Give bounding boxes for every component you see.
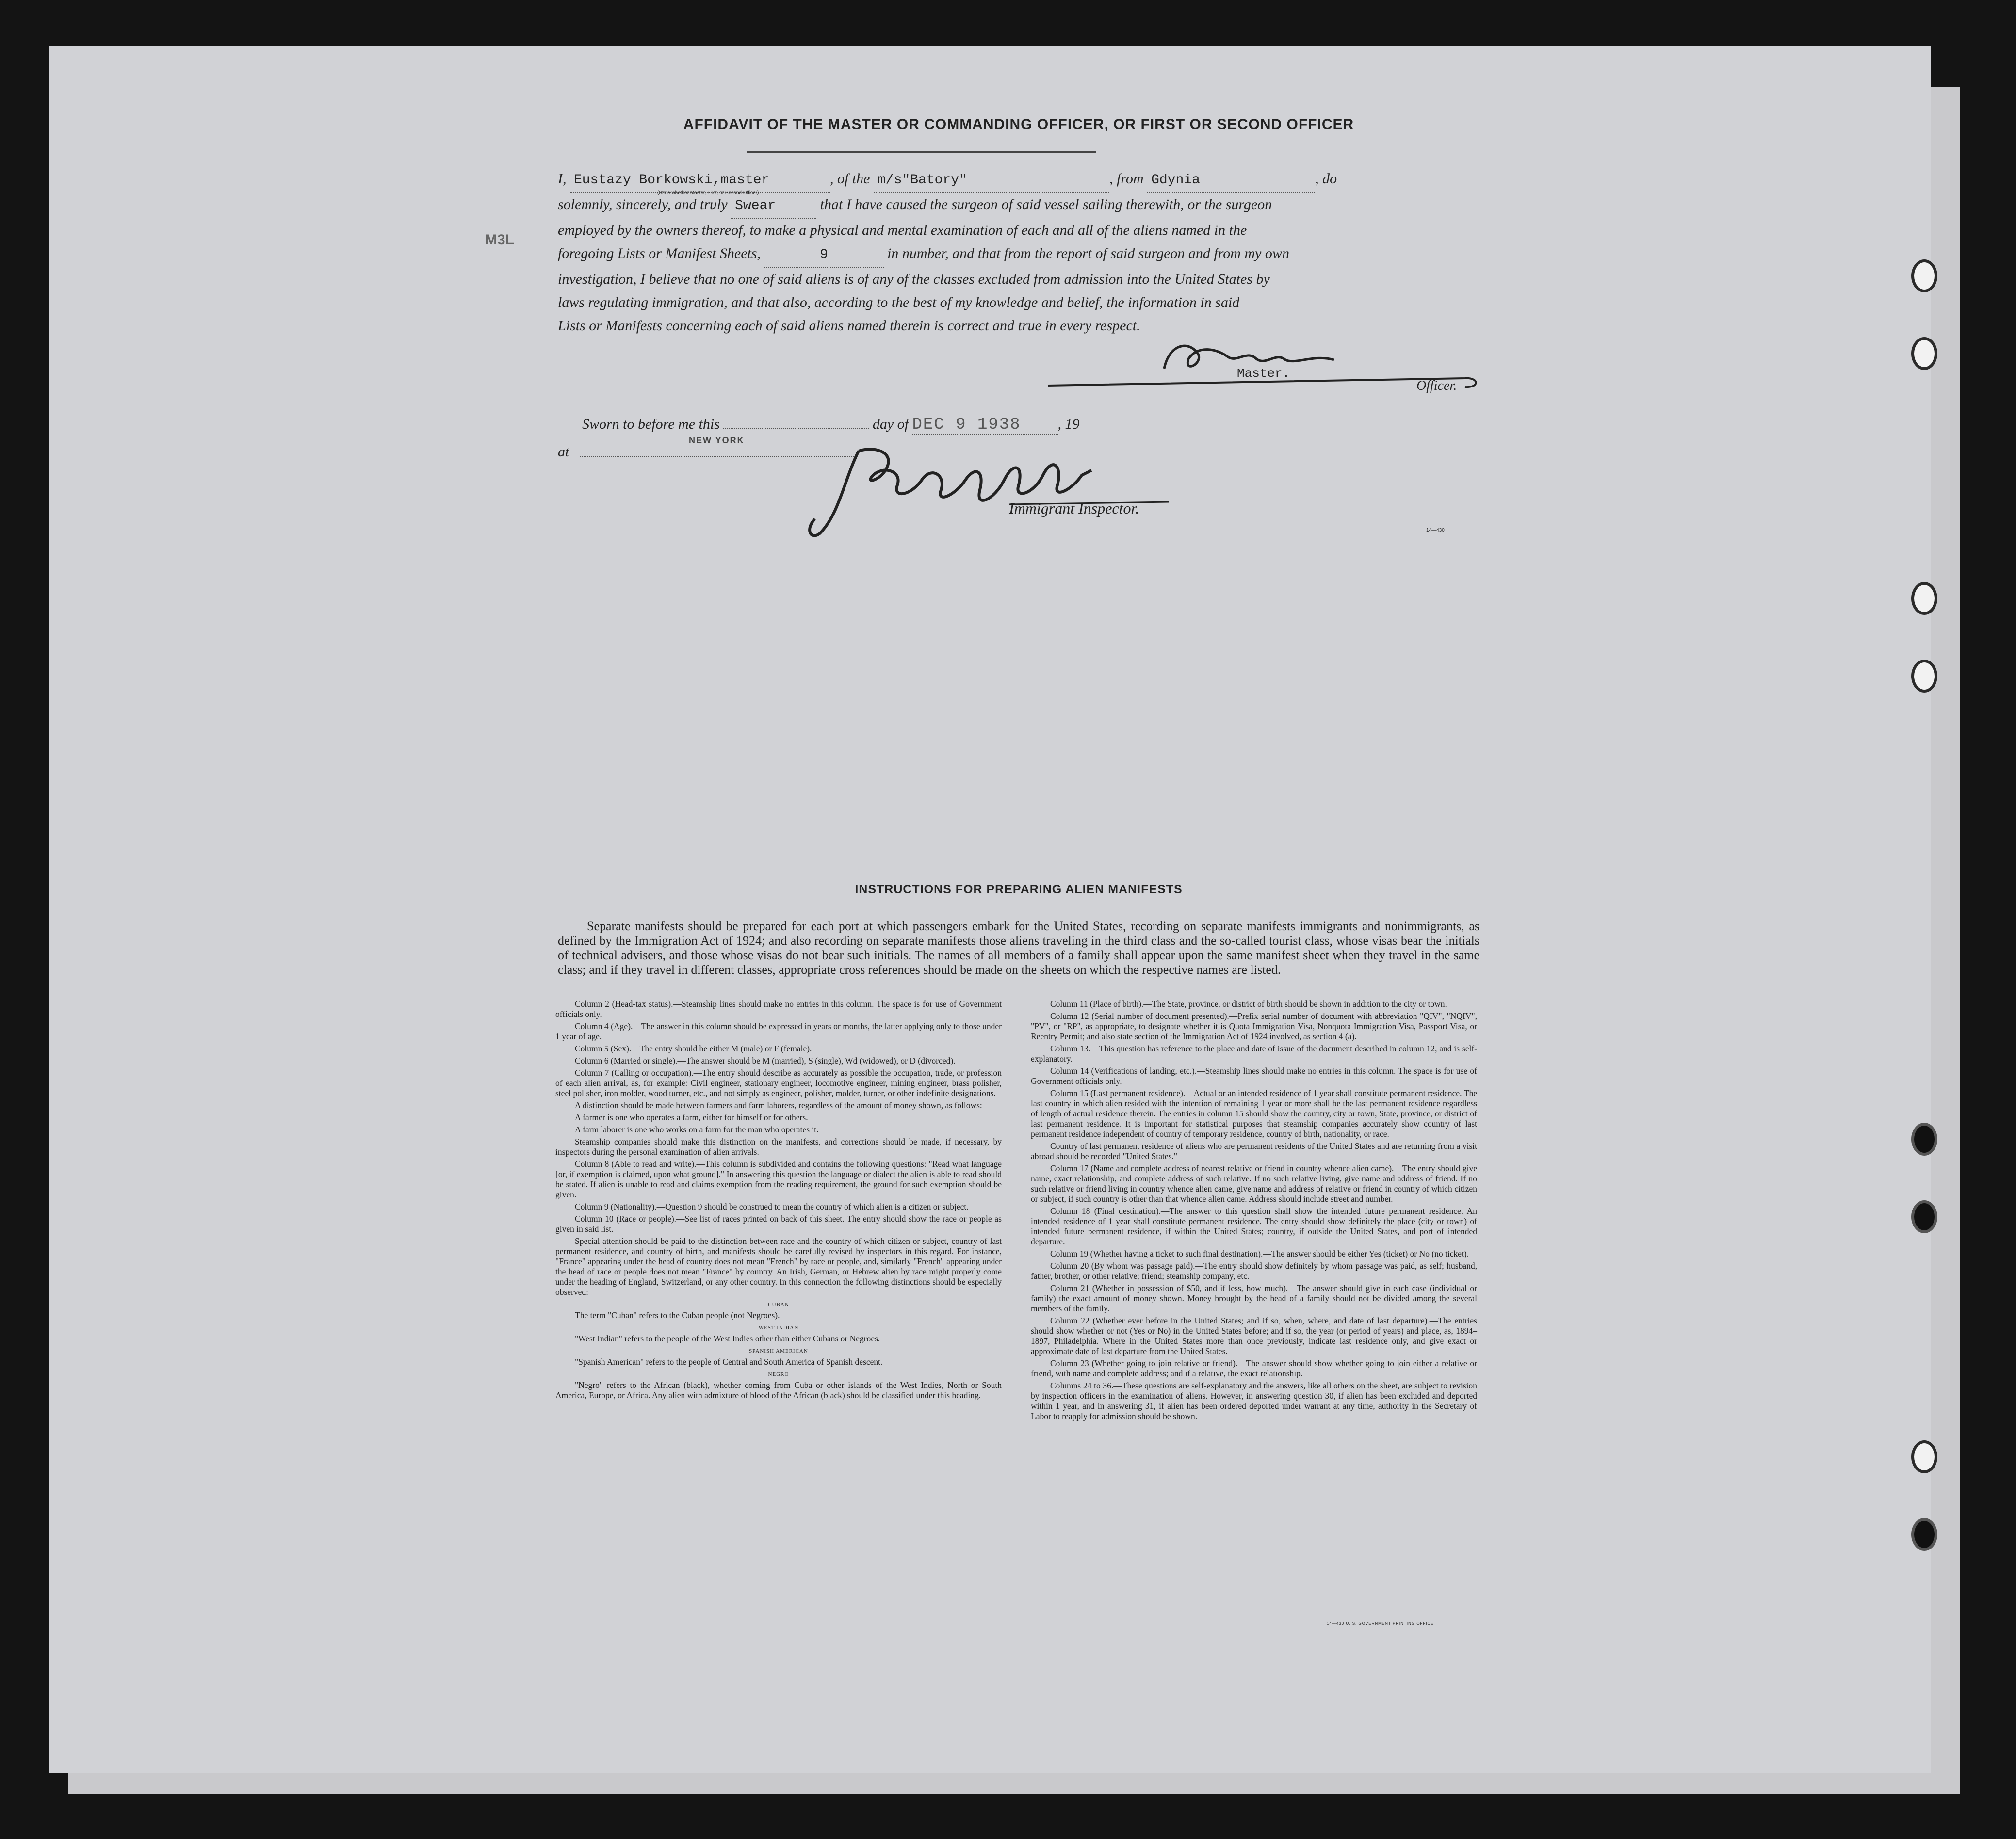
binder-hole: [1911, 1440, 1937, 1473]
master-title: Master.: [1237, 366, 1290, 381]
sheet-count: 9: [764, 243, 884, 268]
paragraph: Special attention should be paid to the distinction between race and the country of which citizen or subject, country of last permanent residence, and country of birth, and manifests should be carefully revised by inspectors in this regard. For instance, "France" appearing under the head of country does not mean "French" by race or people, and, similarly "French" appearing under the head of race or people does not mean "France" by country. An Irish, German, or Hebrew alien by race might properly come under the heading of England, Switzerland, or any other country. In this connection the following distinctions should be especially observed:: [555, 1236, 1002, 1297]
officer-label: Officer.: [1416, 378, 1457, 393]
paragraph: Column 23 (Whether going to join relative or friend).—The answer should show whether going to join either a relative or friend, with name and complete address; and if a relative, the exact relationship.: [1031, 1358, 1477, 1378]
paragraph: A farm laborer is one who works on a farm for the man who operates it.: [575, 1125, 819, 1134]
title-rule: [747, 151, 1096, 153]
instructions-left-column: [555, 999, 1002, 1403]
binder-hole: [1911, 1518, 1937, 1551]
paragraph: Columns 24 to 36.—These questions are self-explanatory and the answers, like all others on the sheet, are subject to revision by inspection officers in the examination of aliens. However, in answering question 30, if alien has been excluded and deported within 1 year, and in answering 31, if alien has been ordered deported under warrant at any time, authority in the Secretary of Labor to reapply for admission should be shown.: [1031, 1381, 1477, 1421]
section-heading: CUBAN: [768, 1302, 789, 1307]
affidavit-title: AFFIDAVIT OF THE MASTER OR COMMANDING OFFICER, OR FIRST OR SECOND OFFICER: [683, 116, 1354, 132]
binder-hole: [1911, 1200, 1937, 1233]
paragraph: Column 20 (By whom was passage paid).—The entry should show definitely by whom passage was paid, as self; husband, father, brother, or other relative; friend; steamship company, etc.: [1031, 1261, 1477, 1281]
date-stamp: DEC 9 1938: [912, 416, 1058, 435]
paragraph: "West Indian" refers to the people of the West Indies other than either Cubans or Negroes.: [575, 1334, 880, 1343]
paragraph: Column 21 (Whether in possession of $50, and if less, how much).—The answer should give in each case (individual or family) the exact amount of money shown. Money brought by the head of a family should not be divided among the several members of the family.: [1031, 1283, 1477, 1313]
instructions-right-column: [1031, 999, 1477, 1423]
instructions-intro: Separate manifests should be prepared for each port at which passengers embark for the United States, recording on separate manifests immigrants and nonimmigrants, as defined by the Immigration Act of 1924; and also recording on separate manifests those aliens traveling in the third class and the so-called tourist class, whose visas bear the initials of technical advisers, and those whose visas do not bear such initials. The names of all members of a family shall appear upon the same manifest sheet when they travel in the same class; and if they travel in different classes, appropriate cross references should be made on the sheets on which the respective names are listed.: [558, 919, 1479, 977]
paragraph: The term "Cuban" refers to the Cuban people (not Negroes).: [575, 1310, 780, 1320]
master-name: Eustazy Borkowski,master: [570, 169, 830, 193]
section-heading: SPANISH AMERICAN: [749, 1348, 808, 1354]
paragraph: Column 12 (Serial number of document presented).—Prefix serial number of document with abbreviation "QIV", "NQIV", "PV", or "RP", as appropriate, to designate whether it is Quota Immigration Visa, Nonquota Immigration Visa, Passport Visa, or Reentry Permit; and also state section of the Immigration Act of 1924 involved, as section 4 (a).: [1031, 1011, 1477, 1041]
paragraph: Column 14 (Verifications of landing, etc.).—Steamship lines should make no entries in this column. The space is for use of Government officials only.: [1031, 1066, 1477, 1086]
inspector-label: Immigrant Inspector.: [1009, 500, 1139, 517]
section-heading: NEGRO: [768, 1371, 789, 1377]
form-number: 14—430: [1426, 528, 1445, 533]
paragraph: "Negro" refers to the African (black), whether coming from Cuba or other islands of the West Indies, North or South America, Europe, or Africa. Any alien with admixture of blood of the African (black) should be classified under this heading.: [555, 1380, 1002, 1400]
officer-note: (State whether Master, First, or Second Officer): [657, 190, 759, 195]
departure-port: Gdynia: [1147, 169, 1315, 193]
paragraph: Column 13.—This question has reference to the place and date of issue of the document described in column 12, and is self-explanatory.: [1031, 1044, 1477, 1064]
instructions-title: INSTRUCTIONS FOR PREPARING ALIEN MANIFESTS: [855, 883, 1183, 896]
paragraph: Column 5 (Sex).—The entry should be either M (male) or F (female).: [575, 1044, 812, 1053]
oath-word: Swear: [731, 194, 816, 219]
paragraph: "Spanish American" refers to the people of Central and South America of Spanish descent.: [575, 1357, 883, 1367]
binder-hole: [1911, 582, 1937, 615]
master-signature: [1043, 330, 1479, 393]
paragraph: Column 2 (Head-tax status).—Steamship lines should make no entries in this column. The space is for use of Government officials only.: [555, 999, 1002, 1019]
printing-office-note: 14—430 U. S. GOVERNMENT PRINTING OFFICE: [1327, 1621, 1434, 1626]
affidavit-text: I, Eustazy Borkowski,master , of the m/s"Batory" , from Gdynia , do solemnly, sincerely, and truly Swear that I have caused the surgeon of said vessel sailing therewith, or the surgeon employed by the owners thereof, to make a physical and mental examination of each and all of the aliens named in the foregoing Lists or Manifest Sheets, 9 in number, and that from the report of said surgeon and from my own investigation, I believe that no one of said aliens is of any of the classes excluded from admission into the United States by laws regulating immigration, and that also, according to the best of my knowledge and belief, the information in said Lists or Manifests concerning each of said aliens named therein is correct and true in every respect.: [558, 167, 1479, 338]
paragraph: Column 9 (Nationality).—Question 9 should be construed to mean the country of which alien is a citizen or subject.: [575, 1202, 969, 1211]
paragraph: Column 8 (Able to read and write).—This column is subdivided and contains the following questions: "Read what language [or, if exemption is claimed, upon what ground]." In answering this question the language or dialect the alien is able to read should be stated. If alien is unable to read and claims exemption from the reading requirement, the ground for such exemption should be given.: [555, 1159, 1002, 1199]
paragraph: Column 22 (Whether ever before in the United States; and if so, when, where, and date of last departure).—The entries should show whether or not (Yes or No) in the United States before; and if so, the year (or period of years) and place, as, 1894–1897, Philadelphia. Where in the United States more than once previously, indicate last residence only, and give exact or approximate date of last departure from the United States.: [1031, 1316, 1477, 1356]
binder-hole: [1911, 660, 1937, 693]
paragraph: A distinction should be made between farmers and farm laborers, regardless of the amount of money shown, as follows:: [575, 1100, 982, 1110]
sworn-line: Sworn to before me this day of DEC 9 1938 , 19: [582, 416, 1080, 434]
paragraph: Column 18 (Final destination).—The answer to this question shall show the intended future permanent residence. An intended residence of 1 year shall constitute permanent residence. The entry should show definitely the place (city or town) of intended future permanent residence, if within the United States; country, if outside the United States, and port of intended departure.: [1031, 1206, 1477, 1246]
paragraph: Country of last permanent residence of aliens who are permanent residents of the United States and are returning from a visit abroad should be recorded "United States.": [1031, 1141, 1477, 1161]
at-label: at: [558, 444, 569, 460]
paragraph: Column 10 (Race or people).—See list of races printed on back of this sheet. The entry should show the race or people as given in said list.: [555, 1214, 1002, 1234]
binder-hole: [1911, 1123, 1937, 1156]
vessel-name: m/s"Batory": [874, 169, 1109, 193]
binder-hole: [1911, 337, 1937, 370]
inspector-signature: [800, 436, 1179, 543]
paragraph: Column 19 (Whether having a ticket to such final destination).—The answer should be either Yes (ticket) or No (no ticket).: [1050, 1249, 1469, 1258]
paragraph: Column 11 (Place of birth).—The State, province, or district of birth should be shown in addition to the city or town.: [1050, 999, 1447, 1009]
binder-hole: [1911, 259, 1937, 292]
paragraph: Column 15 (Last permanent residence).—Actual or an intended residence of 1 year shall constitute permanent residence. The last country in which alien resided with the intention of remaining 1 year or more shall be the last permanent residence regardless of length of actual residence therein. The entries in column 15 should show the country, city or town, State, province, or district of last permanent residence. It is important for statistical purposes that steamship companies accurately show country of last permanent residence independent of country of temporary residence, country of birth, nationality, or race.: [1031, 1088, 1477, 1139]
paragraph: Column 4 (Age).—The answer in this column should be expressed in years or months, the latter applying only to those under 1 year of age.: [555, 1021, 1002, 1041]
margin-mark: M3L: [485, 232, 514, 248]
place-stamp: NEW YORK: [689, 436, 745, 445]
paragraph: Column 7 (Calling or occupation).—The entry should describe as accurately as possible the occupation, trade, or profession of each alien arrival, as, for example: Civil engineer, stationary engineer, locomotive engineer, mining engineer, brass polisher, steel polisher, iron molder, wood turner, etc., and not simply as engineer, polisher, molder, turner, or other indefinite designations.: [555, 1068, 1002, 1098]
paragraph: Column 6 (Married or single).—The answer should be M (married), S (single), Wd (widowed), or D (divorced).: [575, 1056, 956, 1065]
paragraph: Column 17 (Name and complete address of nearest relative or friend in country whence alien came).—The entry should give name, exact relationship, and complete address of such relative. If no such relative living, give name and address of friend. If no such relative or friend living in country whence alien came, give name and address of relative or friend in country of which citizen or subject, if such country is other than that whence alien came. Address should include street and number.: [1031, 1163, 1477, 1204]
paragraph: Steamship companies should make this distinction on the manifests, and corrections should be made, if necessary, by inspectors during the personal examination of alien arrivals.: [555, 1137, 1002, 1157]
paragraph: A farmer is one who operates a farm, either for himself or for others.: [575, 1113, 808, 1122]
section-heading: WEST INDIAN: [758, 1325, 799, 1331]
